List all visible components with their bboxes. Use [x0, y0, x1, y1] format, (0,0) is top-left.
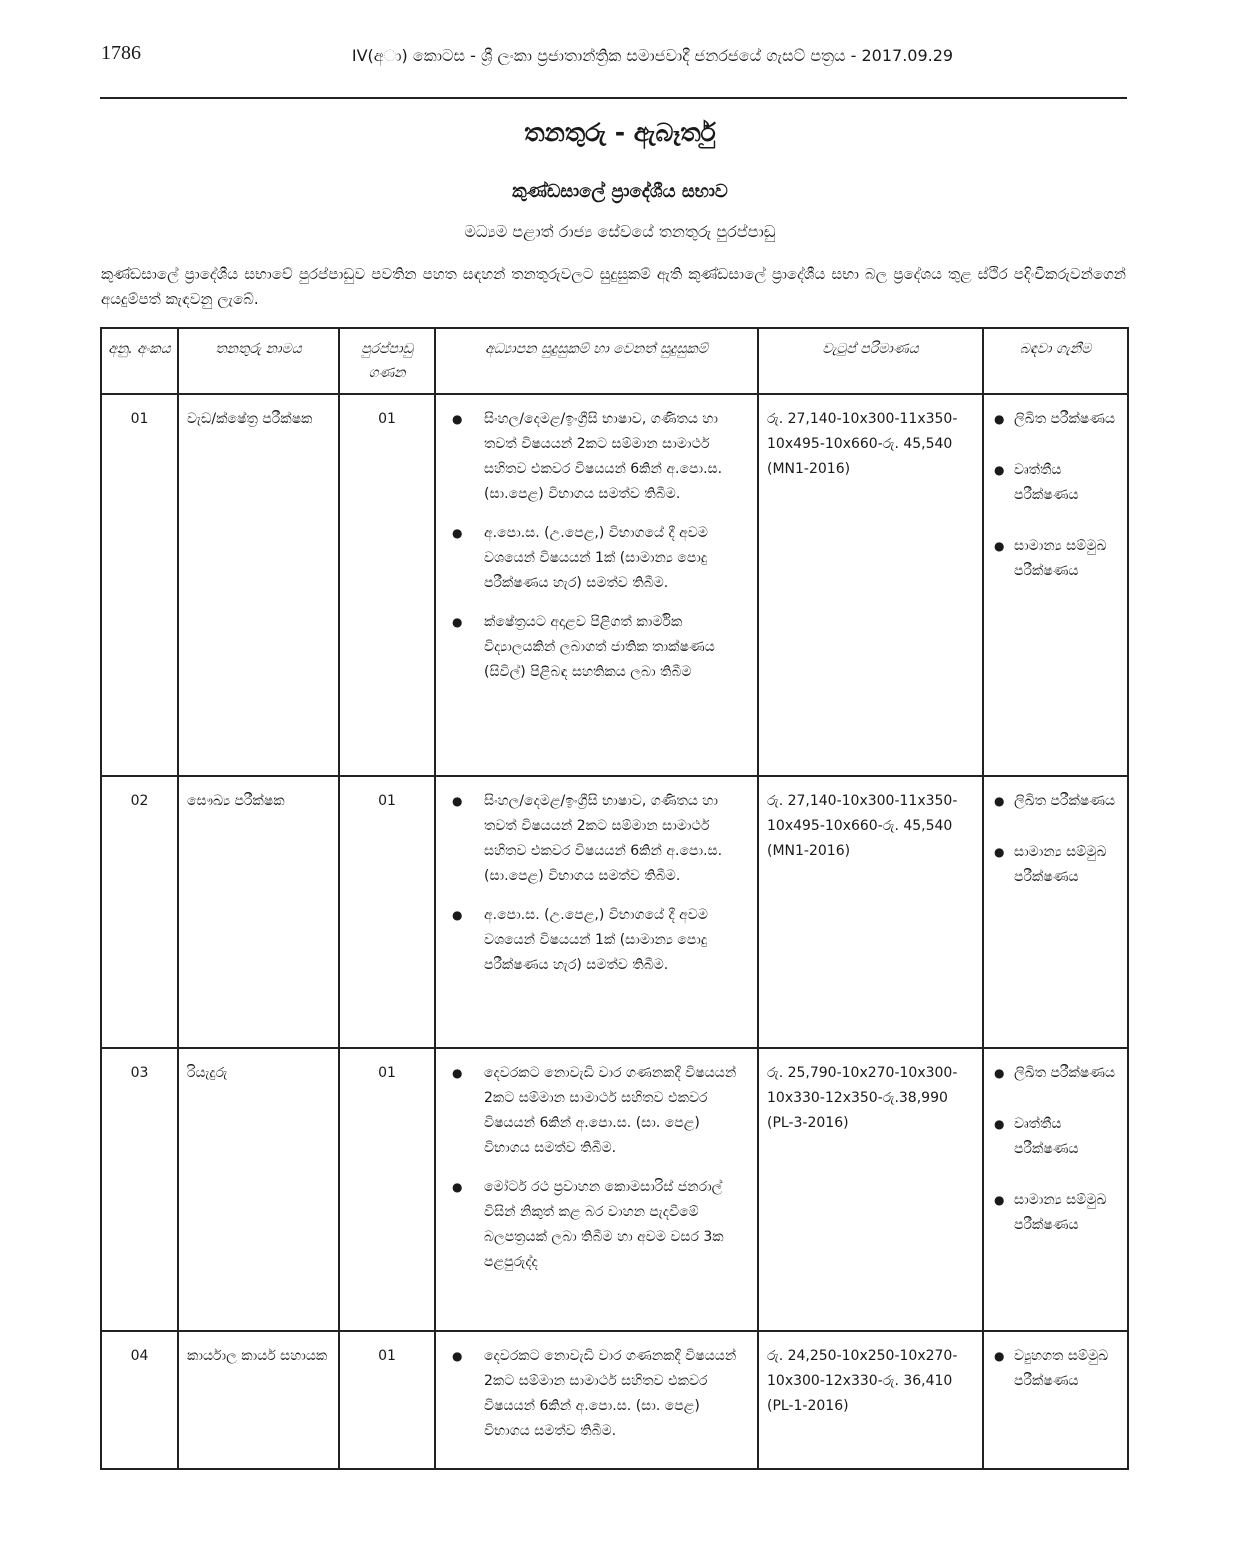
qualification-item: ● අ.පො.ස. (උ.පෙළ,) විභාගයේ දී අවම වශයෙන් විෂයයන් 1ක් (සාමාන්‍ය පොදු පරීක්ෂණය හැර) සමත්ව තිබීම. — [444, 903, 749, 978]
vacancy-count: 01 — [339, 394, 435, 776]
recruitment-cell — [983, 394, 1128, 776]
qualifications-cell — [435, 1331, 758, 1469]
header-no: අනු. අංකය — [101, 328, 178, 394]
salary-scale: රු. 24,250-10x250-10x270-10x300-12x330-රු. 36,410 (PL-1-2016) — [758, 1331, 983, 1469]
running-header: IV(අා) කොටස - ශ්‍රී ලංකා ප්‍රජාතාන්ත්‍රික සමාජවාදී ජනරජයේ ගැසට් පත්‍රය - 2017.09.29 — [351, 46, 954, 65]
vacancy-count: 01 — [339, 1048, 435, 1331]
salary-scale: රු. 25,790-10x270-10x300-10x330-12x350-රු.38,990 (PL-3-2016) — [758, 1048, 983, 1331]
vacancy-count: 01 — [339, 1331, 435, 1469]
notice-subtitle: මධ්‍යම පළාත් රාජ්‍ය සේවයේ තනතුරු පුරප්පාඩු — [464, 222, 776, 241]
salary-scale: රු. 27,140-10x300-11x350-10x495-10x660-රු. 45,540 (MN1-2016) — [758, 394, 983, 776]
qualification-item: ● ක්ෂේත්‍රයට අදාළව පිළිගත් කාර්මික විද්‍යාලයකින් ලබාගත් ජාතික තාක්ෂණය (සිවිල්) පිළිබඳ සහතිකය ලබා තිබීම — [444, 610, 749, 685]
row-number: 03 — [101, 1048, 178, 1331]
recruitment-method: ● වෘත්තීය පරීක්ෂණය — [992, 1112, 1119, 1162]
vacancy-count: 01 — [339, 776, 435, 1048]
post-name: රියැදුරු — [178, 1048, 339, 1331]
header-rule — [100, 97, 1127, 99]
page-number: 1786 — [101, 42, 141, 64]
row-number: 02 — [101, 776, 178, 1048]
table-header-row — [101, 328, 1128, 394]
intro-paragraph: කුණ්ඩසාලේ ප්‍රාදේශීය සභාවේ පුරප්පාඩුව පවතින පහත සඳහන් තනතුරුවලට සුදුසුකම් ඇති කුණ්ඩසාලේ ප්‍රාදේශීය සභා බල ප්‍රදේශය තුළ ස්ථිර පදිංචිකරුවන්ගෙන් අයදුම්පත් කැඳවනු ලැබේ. — [101, 265, 1126, 308]
post-name: වැඩ/ක්ෂේත්‍ර පරීක්ෂක — [178, 394, 339, 776]
header-salary: වැටුප් පරිමාණය — [758, 328, 983, 394]
page-title: තනතුරු - ඇබෑර්තු — [524, 118, 716, 147]
recruitment-method: ● ලිඛිත පරීක්ෂණය — [992, 789, 1119, 814]
recruitment-method: ● වෘත්තීය පරීක්ෂණය — [992, 458, 1119, 508]
recruitment-method: ● සාමාන්‍ය සම්මුඛ පරීක්ෂණය — [992, 840, 1119, 890]
table-row — [101, 1048, 1128, 1331]
qualification-item: ● සිංහල/දෙමළ/ඉංග්‍රීසි භාෂාව, ගණිතය හා තවත් විෂයයන් 2කට සම්මාන සාමාර්ථ සහිතව එකවර විෂයයන් 6කින් අ.පො.ස. (සා.පෙළ) විභාගය සමත්ව තිබීම. — [444, 407, 749, 507]
vacancy-table — [100, 327, 1129, 1470]
table-row — [101, 1331, 1128, 1469]
header-recruitment: බඳවා ගැනීම — [983, 328, 1128, 394]
header-qualifications: අධ්‍යාපන සුදුසුකම් හා වෙනත් සුදුසුකම් — [435, 328, 758, 394]
organization-name: කුණ්ඩසාලේ ප්‍රාදේශීය සභාව — [512, 181, 728, 202]
table-row — [101, 776, 1128, 1048]
header-vacancies: පුරප්පාඩු ගණන — [339, 328, 435, 394]
qualifications-cell — [435, 394, 758, 776]
qualification-item: ● දෙවරකට නොවැඩි වාර ගණනකදී විෂයයන් 2කට සම්මාන සාමාර්ථ සහිතව එකවර විෂයයන් 6කින් අ.පො.ස. (සා. පෙළ) විභාගය සමත්ව තිබීම. — [444, 1061, 749, 1161]
recruitment-method: ● සාමාන්‍ය සම්මුඛ පරීක්ෂණය — [992, 1188, 1119, 1238]
salary-scale: රු. 27,140-10x300-11x350-10x495-10x660-රු. 45,540 (MN1-2016) — [758, 776, 983, 1048]
recruitment-cell — [983, 1331, 1128, 1469]
row-number: 01 — [101, 394, 178, 776]
post-name: කාර්යාල කාර්ය සහායක — [178, 1331, 339, 1469]
recruitment-cell — [983, 1048, 1128, 1331]
qualifications-cell — [435, 776, 758, 1048]
qualification-item: ● මෝටර් රථ ප්‍රවාහන කොමසාරිස් ජනරාල් විසින් නිකුත් කළ බර වාහන පැදවීමේ බලපත්‍රයක් ලබා තිබීම හා අවම වසර 3ක පළපුරුද්ද — [444, 1175, 749, 1275]
recruitment-method: ● ලිඛිත පරීක්ෂණය — [992, 407, 1119, 432]
recruitment-method: ● ලිඛිත පරීක්ෂණය — [992, 1061, 1119, 1086]
recruitment-cell — [983, 776, 1128, 1048]
header-post: තනතුරු නාමය — [178, 328, 339, 394]
recruitment-method: ● ව්‍යුහගත සම්මුඛ පරීක්ෂණය — [992, 1344, 1119, 1394]
qualification-item: ● අ.පො.ස. (උ.පෙළ,) විභාගයේ දී අවම වශයෙන් විෂයයන් 1ක් (සාමාන්‍ය පොදු පරීක්ෂණය හැර) සමත්ව තිබීම. — [444, 521, 749, 596]
recruitment-method: ● සාමාන්‍ය සම්මුඛ පරීක්ෂණය — [992, 534, 1119, 584]
post-name: සෞඛ්‍ය පරීක්ෂක — [178, 776, 339, 1048]
qualifications-cell — [435, 1048, 758, 1331]
table-row — [101, 394, 1128, 776]
qualification-item: ● සිංහල/දෙමළ/ඉංග්‍රීසි භාෂාව, ගණිතය හා තවත් විෂයයන් 2කට සම්මාන සාමාර්ථ සහිතව එකවර විෂයයන් 6කින් අ.පො.ස. (සා.පෙළ) විභාගය සමත්ව තිබීම. — [444, 789, 749, 889]
row-number: 04 — [101, 1331, 178, 1469]
qualification-item: ● දෙවරකට නොවැඩි වාර ගණනකදී විෂයයන් 2කට සම්මාන සාමාර්ථ සහිතව එකවර විෂයයන් 6කින් අ.පො.ස. (සා. පෙළ) විභාගය සමත්ව තිබීම. — [444, 1344, 749, 1444]
